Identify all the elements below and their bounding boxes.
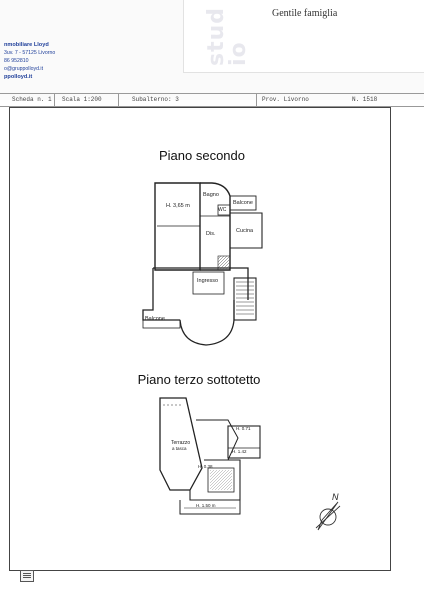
document-number: N. 1518 bbox=[352, 96, 378, 103]
province-label: Prov. Livorno bbox=[262, 96, 309, 103]
subalterno-label: Subalterno: 3 bbox=[132, 96, 179, 103]
scheda-number: Scheda n. 1 bbox=[12, 96, 52, 103]
height-label-150: H. 1.50 m bbox=[196, 503, 216, 508]
room-label-dis: Dis. bbox=[206, 231, 216, 237]
height-label-071: H. 0.71 bbox=[236, 426, 251, 431]
room-label-bagno: Bagno bbox=[203, 192, 219, 198]
company-phone: 86 952810 bbox=[4, 58, 29, 64]
shaft-hatch bbox=[218, 256, 230, 270]
scale-label: Scala 1:200 bbox=[62, 96, 102, 103]
height-label-142: H. 1.42 bbox=[232, 449, 247, 454]
height-label-038: H. 0.38 bbox=[198, 464, 213, 469]
room-label-wc: WC bbox=[218, 207, 227, 213]
company-address: 3uv. 7 - 57125 Livorno bbox=[4, 50, 56, 56]
company-name: nmobiliare Lloyd bbox=[4, 42, 49, 48]
floor-3-title: Piano terzo sottotetto bbox=[137, 372, 261, 387]
company-email: o@gruppolloyd.it bbox=[4, 66, 44, 72]
third-floor-stair-hatch bbox=[210, 470, 232, 490]
show-through-stamp-mark: stud bbox=[204, 6, 229, 66]
third-floor-plan bbox=[160, 398, 260, 514]
show-through-stamp-mark: io bbox=[226, 41, 251, 66]
room-label-ingresso: Ingresso bbox=[197, 278, 219, 284]
north-arrow-icon bbox=[316, 502, 340, 530]
room-label-balcone-bottom: Balcone bbox=[145, 316, 165, 322]
room-label-terrazzo-sub: a tasca bbox=[172, 446, 187, 451]
room-height-label: H. 3,65 m bbox=[166, 203, 190, 209]
floor-2-title: Piano secondo bbox=[158, 148, 245, 163]
north-label: N bbox=[332, 492, 339, 502]
envelope-greeting: Gentile famiglia bbox=[272, 8, 338, 19]
stair-treads bbox=[236, 282, 254, 314]
room-label-terrazzo: Terrazzo bbox=[171, 440, 191, 446]
company-website: ppolloyd.it bbox=[4, 74, 33, 80]
room-label-cucina: Cucina bbox=[236, 228, 254, 234]
document-icon bbox=[20, 570, 34, 582]
room-label-balcone-top: Balcone bbox=[233, 200, 253, 206]
